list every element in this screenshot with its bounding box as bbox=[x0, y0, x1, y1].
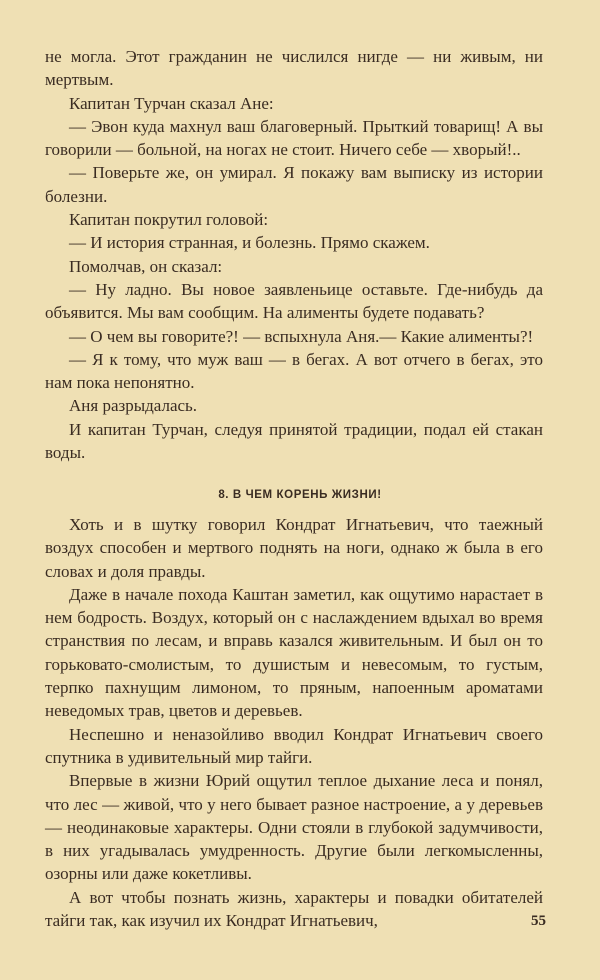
dialogue-line: — Эвон куда махнул ваш благоверный. Прыткий товарищ! А вы говорили — больной, на ногах не стоит. Ничего себе — хворый!.. bbox=[45, 116, 543, 160]
paragraph: Впервые в жизни Юрий ощутил теплое дыхание леса и понял, что лес — живой, что у него бывает разное настроение, а у деревьев — неодинаковые характеры. Одни стояли в глубокой задумчивости, в них угадывалась умудренность. Другие были легкомысленны, озорны или даже кокетливы. bbox=[45, 771, 543, 884]
paragraph: Капитан покрутил головой: bbox=[69, 210, 269, 230]
paragraph: Помолчав, он сказал: bbox=[69, 256, 223, 276]
dialogue-line: — Ну ладно. Вы новое заявленьице оставьте. Где-нибудь да объявится. Мы вам сообщим. На алименты будете подавать? bbox=[45, 279, 543, 323]
dialogue-line: — О чем вы говорите?! — вспыхнула Аня.— Какие алименты?! bbox=[69, 326, 534, 346]
top-text-block bbox=[45, 45, 543, 464]
paragraph: не могла. Этот гражданин не числился нигде — ни живым, ни мертвым. bbox=[45, 47, 543, 90]
chapter-text-block bbox=[45, 513, 543, 932]
chapter-heading: 8. В ЧЕМ КОРЕНЬ ЖИЗНИ! bbox=[218, 489, 382, 501]
paragraph: Хоть и в шутку говорил Кондрат Игнатьевич, что таежный воздух способен и мертвого поднять на ноги, однако ж была в его словах и доля правды. bbox=[45, 515, 543, 581]
dialogue-line: — И история странная, и болезнь. Прямо скажем. bbox=[69, 233, 430, 253]
paragraph: И капитан Турчан, следуя принятой традиции, подал ей стакан воды. bbox=[45, 419, 543, 463]
paragraph: Неспешно и неназойливо вводил Кондрат Игнатьевич своего спутника в удивительный мир тайги. bbox=[45, 724, 543, 767]
paragraph: Капитан Турчан сказал Ане: bbox=[69, 93, 274, 113]
paragraph: Аня разрыдалась. bbox=[69, 396, 198, 416]
page-number: 55 bbox=[531, 913, 546, 929]
paragraph: А вот чтобы познать жизнь, характеры и повадки обитателей тайги так, как изучил их Кондрат Игнатьевич, bbox=[45, 887, 543, 931]
dialogue-line: — Я к тому, что муж ваш — в бегах. А вот отчего в бегах, это нам пока непонятно. bbox=[45, 349, 543, 393]
paragraph: Даже в начале похода Каштан заметил, как ощутимо нарастает в нем бодрость. Воздух, который он с наслаждением вдыхал во время странствия по лесам, и вправь казался живительным. И был он то горьковато-смолистым, то душистым и невесомым, то густым, терпко пахнущим лимоном, то пряным, напоенным ароматами неведомых трав, цветов и деревьев. bbox=[45, 584, 543, 721]
dialogue-line: — Поверьте же, он умирал. Я покажу вам выписку из истории болезни. bbox=[45, 163, 543, 206]
